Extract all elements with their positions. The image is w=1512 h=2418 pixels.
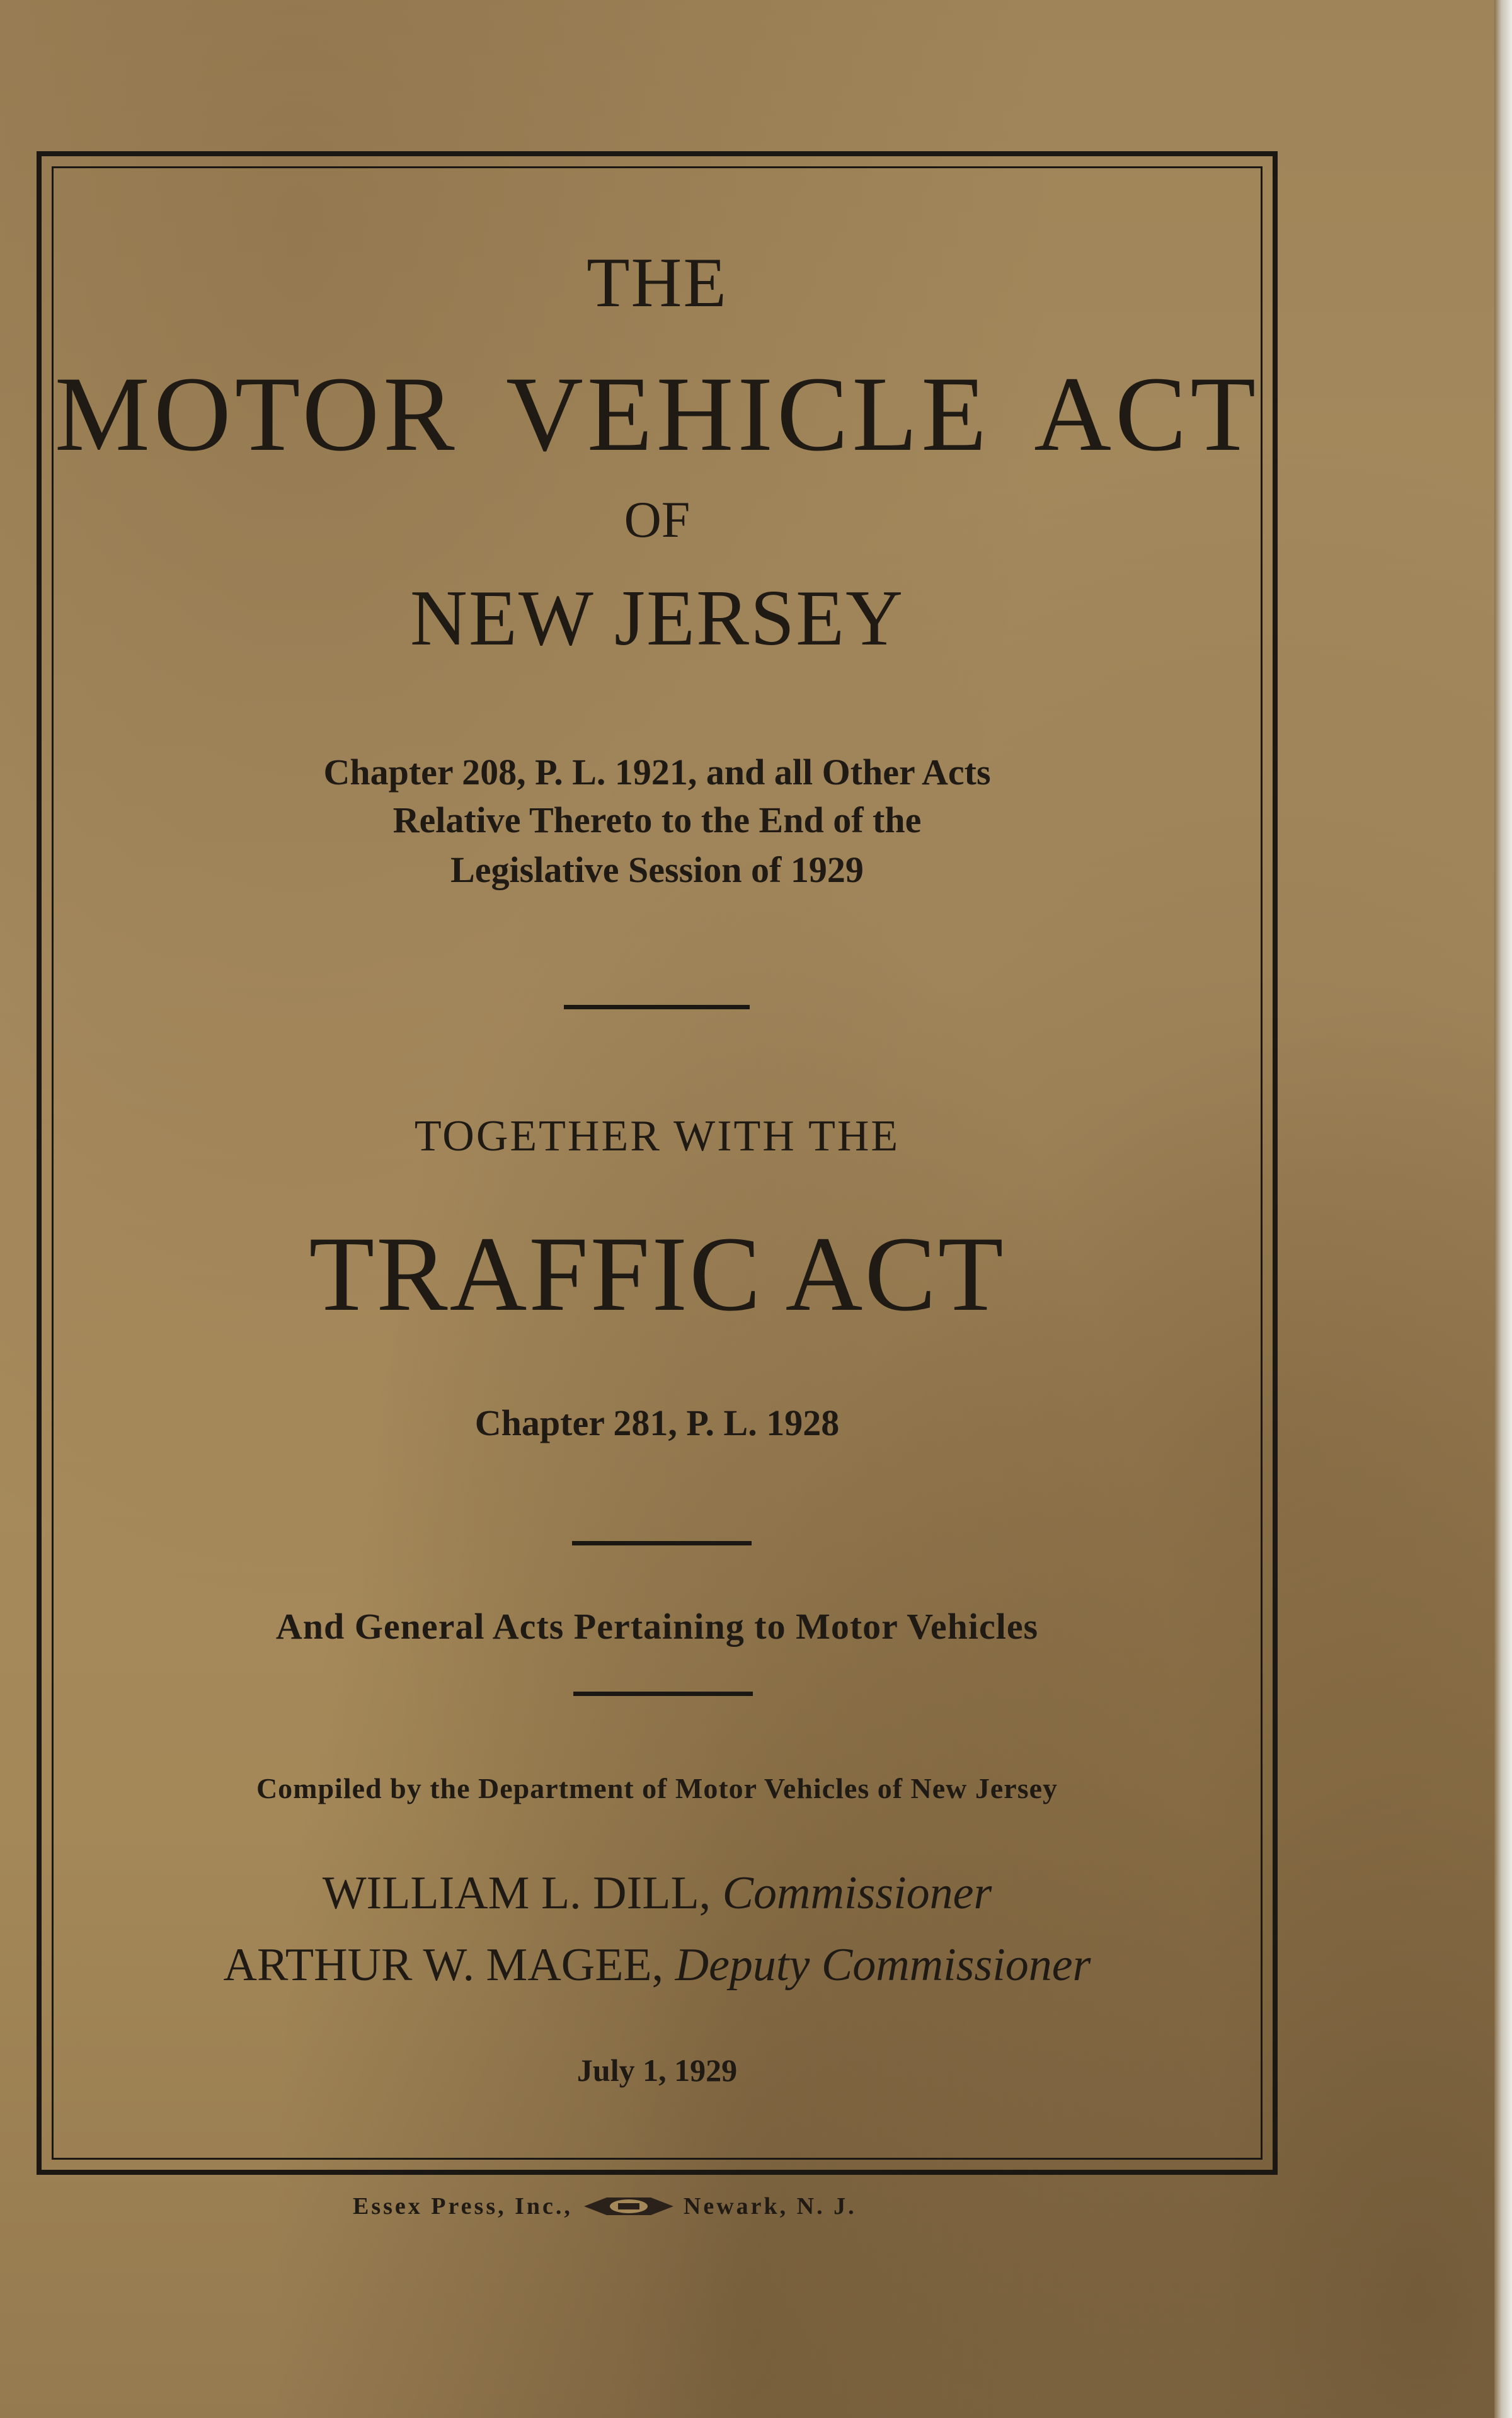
- printer-imprint: [353, 2191, 983, 2221]
- official-name: WILLIAM L. DILL,: [322, 1867, 711, 1919]
- title-of: OF: [624, 491, 690, 548]
- compiled-by-line: Compiled by the Department of Motor Vehicles of New Jersey: [256, 1772, 1058, 1804]
- traffic-act-title: TRAFFIC ACT: [309, 1215, 1005, 1333]
- page-edge: [1494, 0, 1512, 2418]
- divider-rule: [572, 1541, 752, 1545]
- together-with-heading: TOGETHER WITH THE: [414, 1112, 900, 1160]
- printer-location: Newark, N. J.: [683, 2193, 857, 2220]
- divider-rule: [564, 1005, 750, 1009]
- printer-name: Essex Press, Inc.,: [353, 2193, 573, 2220]
- subtitle-line-2: Relative Thereto to the End of the: [392, 799, 922, 840]
- official-role: Commissioner: [722, 1867, 992, 1919]
- subtitle-line-3: Legislative Session of 1929: [450, 849, 864, 890]
- subtitle-line-1: Chapter 208, P. L. 1921, and all Other Acts: [323, 752, 991, 793]
- official-commissioner: [52, 1867, 1263, 1920]
- official-deputy-commissioner: [52, 1939, 1263, 1992]
- official-name: ARTHUR W. MAGEE,: [223, 1939, 664, 1991]
- publication-date: July 1, 1929: [576, 2053, 738, 2088]
- title-motor-vehicle-act: MOTOR VEHICLE ACT: [54, 355, 1260, 473]
- official-role: Deputy Commissioner: [675, 1939, 1091, 1991]
- printer-logo-icon: [581, 2191, 676, 2221]
- divider-rule: [573, 1692, 753, 1696]
- title-new-jersey: NEW JERSEY: [410, 575, 905, 662]
- title-the: THE: [587, 244, 728, 322]
- traffic-act-chapter: Chapter 281, P. L. 1928: [474, 1402, 840, 1443]
- general-acts-line: And General Acts Pertaining to Motor Vehicles: [275, 1606, 1039, 1647]
